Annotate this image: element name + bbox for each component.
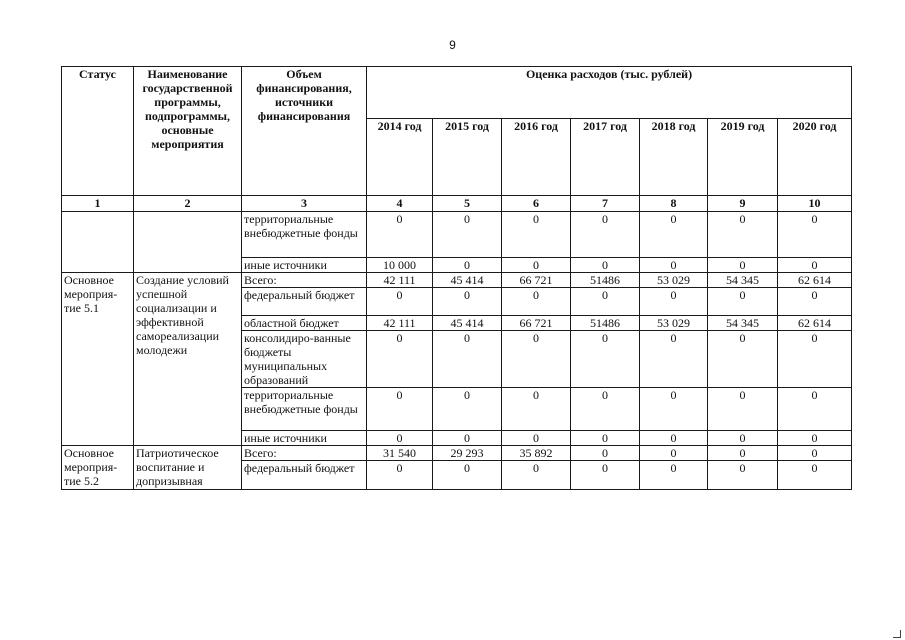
amount-cell: 53 029 bbox=[640, 316, 708, 331]
header-year: 2014 год bbox=[367, 119, 433, 196]
column-number: 10 bbox=[778, 196, 852, 212]
page-number: 9 bbox=[449, 38, 456, 52]
amount-cell: 0 bbox=[778, 212, 852, 258]
funding-source-cell: иные источники bbox=[242, 258, 367, 273]
amount-cell: 0 bbox=[640, 212, 708, 258]
amount-cell: 0 bbox=[502, 461, 571, 490]
header-expense-estimate: Оценка расходов (тыс. рублей) bbox=[367, 67, 852, 119]
header-year: 2018 год bbox=[640, 119, 708, 196]
amount-cell: 0 bbox=[502, 288, 571, 316]
funding-source-cell: территориальные внебюджетные фонды bbox=[242, 212, 367, 258]
amount-cell: 0 bbox=[571, 388, 640, 431]
amount-cell: 0 bbox=[640, 431, 708, 446]
amount-cell: 42 111 bbox=[367, 273, 433, 288]
amount-cell: 0 bbox=[571, 288, 640, 316]
funding-source-cell: федеральный бюджет bbox=[242, 288, 367, 316]
table-row bbox=[62, 212, 852, 258]
amount-cell: 0 bbox=[778, 461, 852, 490]
column-number: 6 bbox=[502, 196, 571, 212]
amount-cell: 0 bbox=[708, 446, 778, 461]
column-number: 8 bbox=[640, 196, 708, 212]
program-name-cell bbox=[134, 212, 242, 273]
funding-source-cell: консолидиро-ванные бюджеты муниципальных образований bbox=[242, 331, 367, 388]
amount-cell: 0 bbox=[640, 258, 708, 273]
header-year: 2019 год bbox=[708, 119, 778, 196]
header-year: 2016 год bbox=[502, 119, 571, 196]
amount-cell: 0 bbox=[571, 212, 640, 258]
funding-source-cell: иные источники bbox=[242, 431, 367, 446]
budget-table bbox=[61, 66, 852, 490]
column-number: 1 bbox=[62, 196, 134, 212]
amount-cell: 0 bbox=[708, 331, 778, 388]
amount-cell: 0 bbox=[433, 331, 502, 388]
amount-cell: 0 bbox=[778, 288, 852, 316]
amount-cell: 54 345 bbox=[708, 316, 778, 331]
funding-source-cell: Всего: bbox=[242, 446, 367, 461]
funding-source-cell: территориальные внебюджетные фонды bbox=[242, 388, 367, 431]
amount-cell: 0 bbox=[367, 331, 433, 388]
amount-cell: 0 bbox=[640, 461, 708, 490]
amount-cell: 0 bbox=[502, 331, 571, 388]
amount-cell: 0 bbox=[502, 388, 571, 431]
table-row bbox=[62, 273, 852, 288]
amount-cell: 0 bbox=[433, 258, 502, 273]
header-program-name: Наименование государственной программы, подпрограммы, основные мероприятия bbox=[134, 67, 242, 196]
amount-cell: 0 bbox=[640, 331, 708, 388]
amount-cell: 0 bbox=[708, 388, 778, 431]
amount-cell: 0 bbox=[708, 258, 778, 273]
amount-cell: 51486 bbox=[571, 273, 640, 288]
header-year: 2015 год bbox=[433, 119, 502, 196]
funding-source-cell: федеральный бюджет bbox=[242, 461, 367, 490]
amount-cell: 53 029 bbox=[640, 273, 708, 288]
amount-cell: 0 bbox=[502, 258, 571, 273]
amount-cell: 0 bbox=[571, 331, 640, 388]
amount-cell: 54 345 bbox=[708, 273, 778, 288]
amount-cell: 0 bbox=[433, 388, 502, 431]
amount-cell: 0 bbox=[571, 258, 640, 273]
amount-cell: 0 bbox=[367, 431, 433, 446]
amount-cell: 0 bbox=[502, 431, 571, 446]
amount-cell: 0 bbox=[433, 288, 502, 316]
amount-cell: 31 540 bbox=[367, 446, 433, 461]
amount-cell: 51486 bbox=[571, 316, 640, 331]
page-corner-mark bbox=[893, 630, 901, 638]
header-year: 2020 год bbox=[778, 119, 852, 196]
amount-cell: 66 721 bbox=[502, 316, 571, 331]
status-cell: Основное мероприя-тие 5.2 bbox=[62, 446, 134, 490]
amount-cell: 0 bbox=[502, 212, 571, 258]
amount-cell: 0 bbox=[367, 388, 433, 431]
amount-cell: 0 bbox=[433, 212, 502, 258]
funding-source-cell: Всего: bbox=[242, 273, 367, 288]
column-number: 7 bbox=[571, 196, 640, 212]
column-number-row bbox=[62, 196, 852, 212]
amount-cell: 0 bbox=[640, 446, 708, 461]
column-number: 5 bbox=[433, 196, 502, 212]
amount-cell: 0 bbox=[778, 431, 852, 446]
amount-cell: 0 bbox=[778, 388, 852, 431]
amount-cell: 0 bbox=[433, 461, 502, 490]
amount-cell: 0 bbox=[367, 461, 433, 490]
header-year: 2017 год bbox=[571, 119, 640, 196]
amount-cell: 62 614 bbox=[778, 273, 852, 288]
amount-cell: 62 614 bbox=[778, 316, 852, 331]
amount-cell: 0 bbox=[571, 431, 640, 446]
amount-cell: 0 bbox=[778, 331, 852, 388]
amount-cell: 42 111 bbox=[367, 316, 433, 331]
amount-cell: 0 bbox=[367, 288, 433, 316]
funding-source-cell: областной бюджет bbox=[242, 316, 367, 331]
amount-cell: 66 721 bbox=[502, 273, 571, 288]
header-status: Статус bbox=[62, 67, 134, 196]
column-number: 4 bbox=[367, 196, 433, 212]
amount-cell: 0 bbox=[708, 461, 778, 490]
amount-cell: 0 bbox=[433, 431, 502, 446]
amount-cell: 0 bbox=[778, 258, 852, 273]
amount-cell: 0 bbox=[708, 431, 778, 446]
amount-cell: 0 bbox=[778, 446, 852, 461]
amount-cell: 0 bbox=[708, 288, 778, 316]
column-number: 3 bbox=[242, 196, 367, 212]
amount-cell: 0 bbox=[571, 461, 640, 490]
table-row bbox=[62, 446, 852, 461]
amount-cell: 45 414 bbox=[433, 273, 502, 288]
amount-cell: 45 414 bbox=[433, 316, 502, 331]
amount-cell: 35 892 bbox=[502, 446, 571, 461]
column-number: 9 bbox=[708, 196, 778, 212]
status-cell: Основное мероприя-тие 5.1 bbox=[62, 273, 134, 446]
amount-cell: 0 bbox=[640, 288, 708, 316]
amount-cell: 0 bbox=[640, 388, 708, 431]
header-funding-volume: Объем финансирования, источники финансирования bbox=[242, 67, 367, 196]
status-cell bbox=[62, 212, 134, 273]
amount-cell: 10 000 bbox=[367, 258, 433, 273]
amount-cell: 29 293 bbox=[433, 446, 502, 461]
column-number: 2 bbox=[134, 196, 242, 212]
amount-cell: 0 bbox=[571, 446, 640, 461]
program-name-cell: Патриотическое воспитание и допризывная bbox=[134, 446, 242, 490]
amount-cell: 0 bbox=[708, 212, 778, 258]
amount-cell: 0 bbox=[367, 212, 433, 258]
program-name-cell: Создание условий успешной социализации и эффективной самореализации молодежи bbox=[134, 273, 242, 446]
